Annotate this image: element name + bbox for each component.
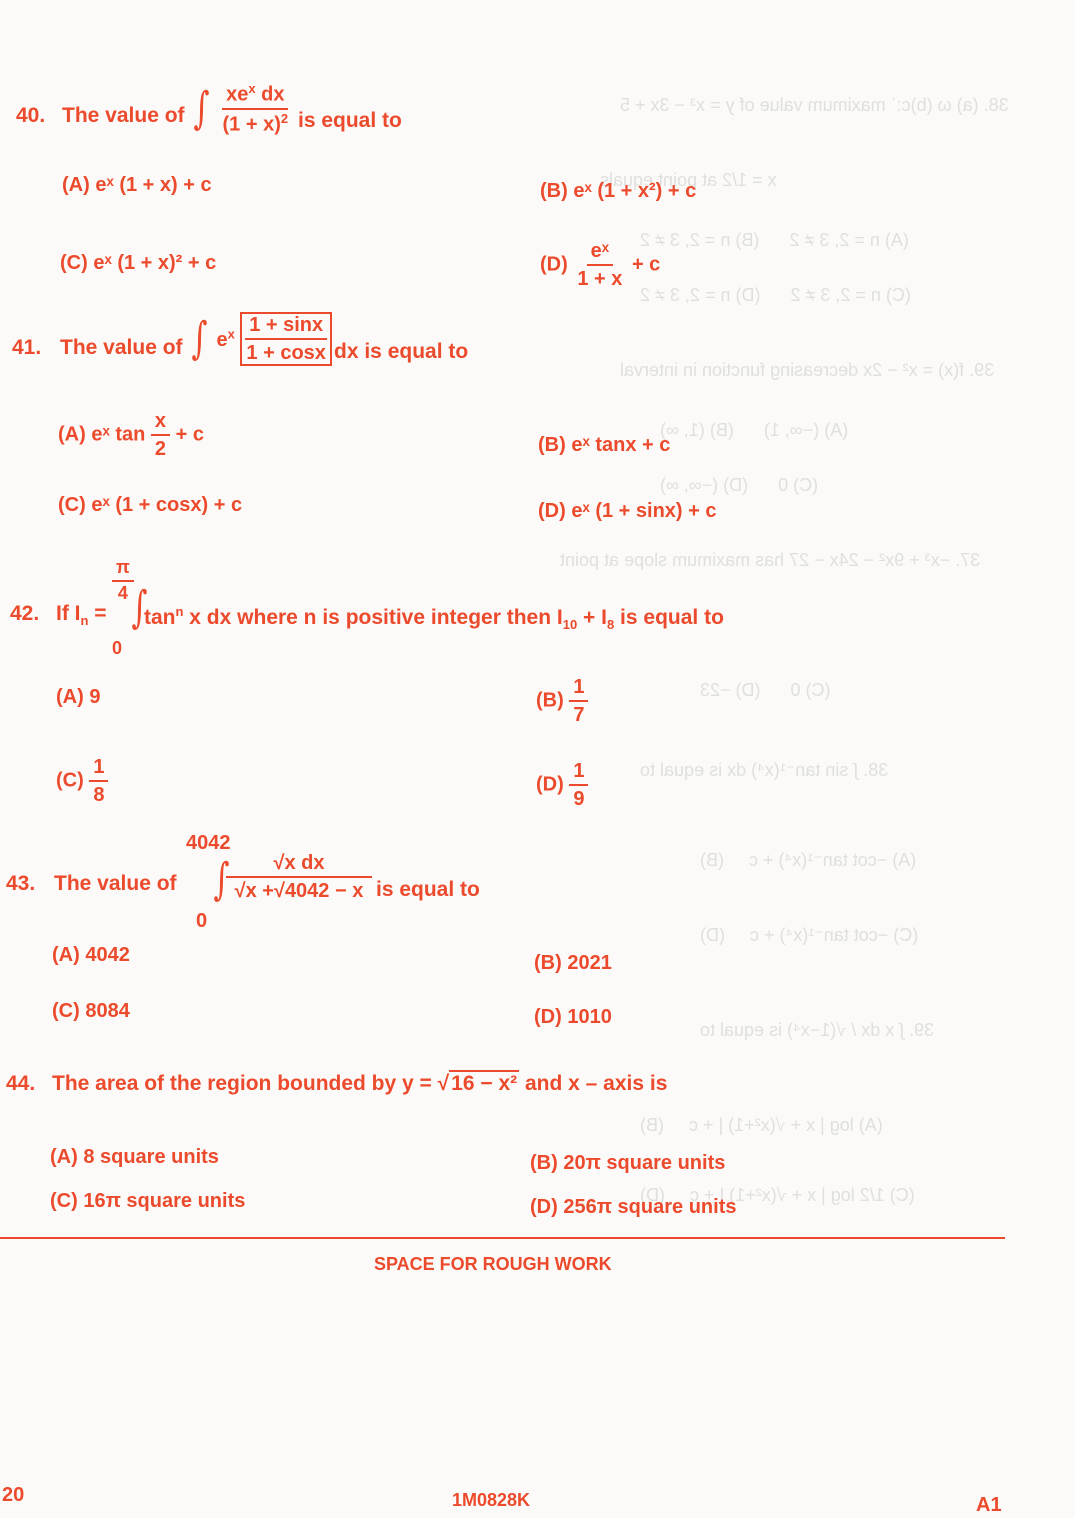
bracket: $\frac{1 + \sin x}{1 + \cos x}$	[240, 312, 332, 366]
option-a: (A) eˣ (1 + x) + c	[62, 174, 212, 196]
question-stem-suffix: is equal to	[298, 109, 402, 132]
show-through-text: (A) −cot tan⁻¹(x⁴) + c (B)	[700, 850, 917, 870]
question-number: 41.	[12, 336, 42, 359]
question-stem: The value of	[54, 872, 177, 895]
integral-sign-icon: ∫	[193, 82, 210, 134]
show-through-text: x = 1/2 at point equals	[600, 170, 777, 190]
option-c: (C) eˣ (1 + x)² + c	[60, 252, 217, 274]
option-d: (D) $\frac{\text{eˣ}}{1 + x}$ + c	[540, 240, 661, 290]
show-through-text: (A) (−∞, 1) (B) (1, ∞)	[660, 420, 849, 440]
show-through-text: 38. ∫ sin tan⁻¹(x⁴) dx is equal to	[640, 760, 889, 780]
lower-limit: 0	[112, 638, 123, 658]
question-stem: The value of	[62, 104, 185, 127]
divider-line	[0, 1237, 1005, 1239]
option-d: (D) 256π square units	[530, 1196, 737, 1218]
show-through-text: (A) n = 2, 3 ≠ 2 (B) n = 2, 3 ≠ 2	[640, 230, 909, 250]
show-through-text: 37. −x³ + 9x² − 24x − 27 has maximum slope at point	[560, 550, 981, 570]
integral-sign-icon: ∫	[191, 313, 208, 364]
question-stem-suffix: is equal to	[376, 878, 480, 901]
integral-expression: ∫ $e^x$ $\frac{1 + \sin x}{1 + \cos x}$	[188, 312, 332, 366]
show-through-text: 39. ∫ x dx / √(1−x⁴) is equal to	[700, 1020, 935, 1040]
option-b: (B) 20π square units	[530, 1152, 726, 1174]
question-stem: The area of the region bounded by y = √16 − x² and x – axis is	[52, 1072, 668, 1095]
show-through-text: (C) 0 (D) (−∞, ∞)	[660, 475, 819, 495]
show-through-text: (C) 0 (D) −23	[700, 680, 831, 700]
option-c: (C) 8084	[52, 1000, 130, 1022]
option-b: (B) eˣ (1 + x²) + c	[540, 180, 697, 202]
integral-sign-icon: ∫	[213, 854, 230, 905]
integral-expression: ∫ $\frac{xe^x dx}{(1 + x)^2}$	[193, 81, 289, 136]
option-c: (C) $\frac{1}{8}$	[56, 756, 108, 806]
upper-limit: $\frac{\pi}{4}$	[112, 558, 134, 604]
version-code: A1	[976, 1494, 1002, 1516]
option-b: (B) $\frac{1}{7}$	[536, 676, 588, 726]
question-number: 42.	[10, 602, 40, 625]
lower-limit: 0	[196, 910, 208, 932]
question-stem-suffix: dx is equal to	[334, 340, 469, 363]
option-a: (A) 8 square units	[50, 1146, 219, 1168]
question-stem: If $I_n$ =	[56, 602, 107, 629]
question-stem: The value of	[60, 336, 183, 359]
show-through-text: (C) −cot tan⁻¹(x⁴) + c (D)	[700, 925, 919, 945]
booklet-code: 1M0828K	[452, 1490, 531, 1510]
option-d: (D) eˣ (1 + sinx) + c	[538, 500, 717, 522]
show-through-text: (C) n = 2, 3 ≠ 2 (D) n = 2, 3 ≠ 2	[640, 285, 911, 305]
question-number: 43.	[6, 872, 36, 895]
show-through-text: 38. (a) ω (b)c:ˈ maximum value of y = x³ − 3x + 5	[620, 95, 1009, 115]
question-number: 40.	[16, 104, 46, 127]
question-number: 44.	[6, 1072, 36, 1095]
option-d: (D) 1010	[534, 1006, 612, 1028]
page-number: 20	[2, 1484, 25, 1506]
integral-sign-icon: ∫	[131, 582, 148, 633]
option-b: (B) eˣ tanx + c	[538, 434, 671, 456]
option-a: (A) eˣ tan $\frac{x}{2}$ + c	[58, 410, 204, 460]
show-through-text: (C) 1/2 log | x + √(x²+1) | + c (D)	[640, 1185, 915, 1205]
option-b: (B) 2021	[534, 952, 612, 974]
show-through-text: 39. f(x) = x² − 2x decreasing function in interval	[620, 360, 995, 380]
option-d: (D) $\frac{1}{9}$	[536, 760, 588, 810]
question-stem-rest: $\tan^n x$ dx where n is positive integer then $I_{10} + I_8$ is equal to	[144, 604, 724, 633]
option-a: (A) 9	[56, 686, 101, 708]
upper-limit: 4042	[186, 832, 231, 854]
show-through-text: (A) log | x + √(x²+1) | + c (B)	[640, 1115, 883, 1135]
option-a: (A) 4042	[52, 944, 130, 966]
option-c: (C) 16π square units	[50, 1190, 246, 1212]
integral-fraction: $\frac{\text{√x dx}}{√x +√4042 - x}$	[226, 852, 372, 902]
option-c: (C) eˣ (1 + cosx) + c	[58, 494, 243, 516]
rough-work-heading: SPACE FOR ROUGH WORK	[374, 1254, 612, 1274]
